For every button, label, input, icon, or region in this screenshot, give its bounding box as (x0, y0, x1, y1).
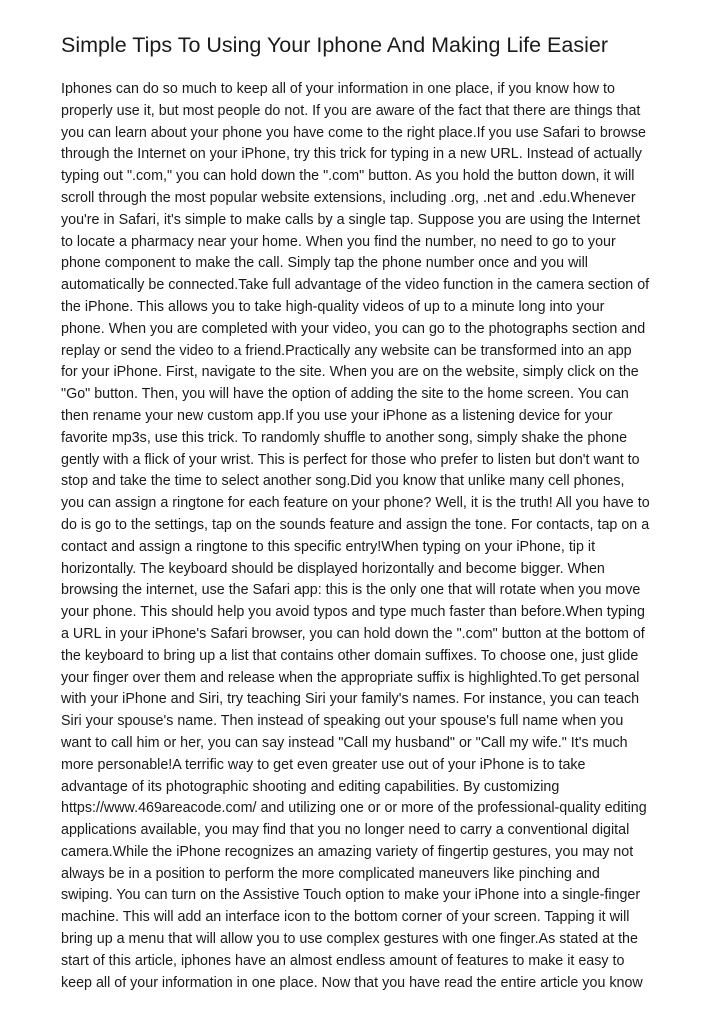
body-text-line: bring up a menu that will allow you to use complex gestures with one finger.As stated at the (61, 931, 638, 948)
body-text-line: your finger over them and release when the appropriate suffix is highlighted.To get personal (61, 669, 640, 686)
body-text-line: "Go" button. Then, you will have the option of adding the site to the home screen. You can (61, 386, 629, 403)
body-text-line: you're in Safari, it's simple to make calls by a single tap. Suppose you are using the Internet (61, 211, 641, 228)
body-text-line: properly use it, but most people do not. If you are aware of the fact that there are things that (61, 102, 641, 119)
body-text-line: do is go to the settings, tap on the sounds feature and assign the tone. For contacts, tap on a (61, 516, 650, 533)
body-text-line: phone component to make the call. Simply tap the phone number once and you will (61, 255, 588, 272)
body-text-line: the keyboard to bring up a list that contains other domain suffixes. To choose one, just glide (61, 647, 639, 664)
body-text-line: replay or send the video to a friend.Practically any website can be transformed into an app (61, 342, 632, 359)
body-text-line: a URL in your iPhone's Safari browser, you can hold down the ".com" button at the bottom of (61, 625, 645, 642)
body-text-line: always be in a position to perform the more complicated maneuvers like pinching and (61, 865, 600, 882)
body-text-line: then rename your new custom app.If you use your iPhone as a listening device for your (61, 407, 613, 424)
body-text-line: with your iPhone and Siri, try teaching Siri your family's names. For instance, you can teach (61, 691, 640, 708)
body-text-line: Iphones can do so much to keep all of your information in one place, if you know how to (61, 81, 615, 97)
body-text-line: more personable!A terrific way to get even greater use out of your iPhone is to take (61, 756, 586, 773)
page-title: Simple Tips To Using Your Iphone And Making Life Easier (61, 33, 608, 57)
body-text-line: typing out ".com," you can hold down the ".com" button. As you hold the button down, it will (61, 168, 635, 185)
body-text-line: camera.While the iPhone recognizes an amazing variety of fingertip gestures, you may not (61, 843, 634, 860)
body-text-line: https://www.469areacode.com/ and utilizing one or or more of the professional-quality editing (61, 800, 647, 817)
article-body (61, 79, 671, 994)
body-text-line: Siri your spouse's name. Then instead of speaking out your spouse's full name when you (61, 713, 624, 730)
body-text-line: scroll through the most popular website extensions, including .org, .net and .edu.Whenever (61, 189, 636, 206)
body-text-line: keep all of your information in one place. Now that you have read the entire article you know (61, 974, 643, 991)
body-text-line: horizontally. The keyboard should be displayed horizontally and become bigger. When (61, 560, 605, 577)
body-text-line: you can learn about your phone you have come to the right place.If you use Safari to browse (61, 124, 646, 141)
body-text-line: browsing the internet, use the Safari app: this is the only one that will rotate when you move (61, 582, 641, 599)
body-text-line: you can assign a ringtone for each feature on your phone? Well, it is the truth! All you have to (61, 495, 650, 512)
body-text-line: swiping. You can turn on the Assistive Touch option to make your iPhone into a single-finger (61, 887, 641, 904)
body-text-line: the iPhone. This allows you to take high-quality videos of up to a minute long into your (61, 298, 605, 315)
body-text-line: start of this article, iphones have an almost endless amount of features to make it easy to (61, 952, 625, 969)
body-text-line: contact and assign a ringtone to this specific entry!When typing on your iPhone, tip it (61, 538, 596, 555)
body-text-line: want to call him or her, you can say instead "Call my husband" or "Call my wife." It's much (61, 734, 628, 751)
body-text-line: through the Internet on your iPhone, try this trick for typing in a new URL. Instead of actually (61, 146, 642, 163)
body-text-line: applications available, you may find that you no longer need to carry a conventional digital (61, 822, 630, 839)
body-text-line: to locate a pharmacy near your home. When you find the number, no need to go to your (61, 233, 616, 250)
body-text-line: favorite mp3s, use this trick. To randomly shuffle to another song, simply shake the phone (61, 429, 628, 446)
body-text-line: phone. When you are completed with your video, you can go to the photographs section and (61, 320, 646, 337)
body-text-line: gently with a flick of your wrist. This is perfect for those who prefer to listen but don't want to (61, 451, 640, 468)
body-text-line: stop and take the time to select another song.Did you know that unlike many cell phones, (61, 473, 625, 490)
body-text-line: for your iPhone. First, navigate to the site. When you are on the website, simply click on the (61, 364, 639, 381)
body-text-line: automatically be connected.Take full advantage of the video function in the camera section of (61, 277, 650, 294)
body-text-line: advantage of its photographic shooting and editing capabilities. By customizing (61, 778, 560, 795)
body-text-line: your phone. This should help you avoid typos and type much faster than before.When typing (61, 604, 645, 621)
body-text-line: machine. This will add an interface icon to the bottom corner of your screen. Tapping it will (61, 909, 630, 926)
